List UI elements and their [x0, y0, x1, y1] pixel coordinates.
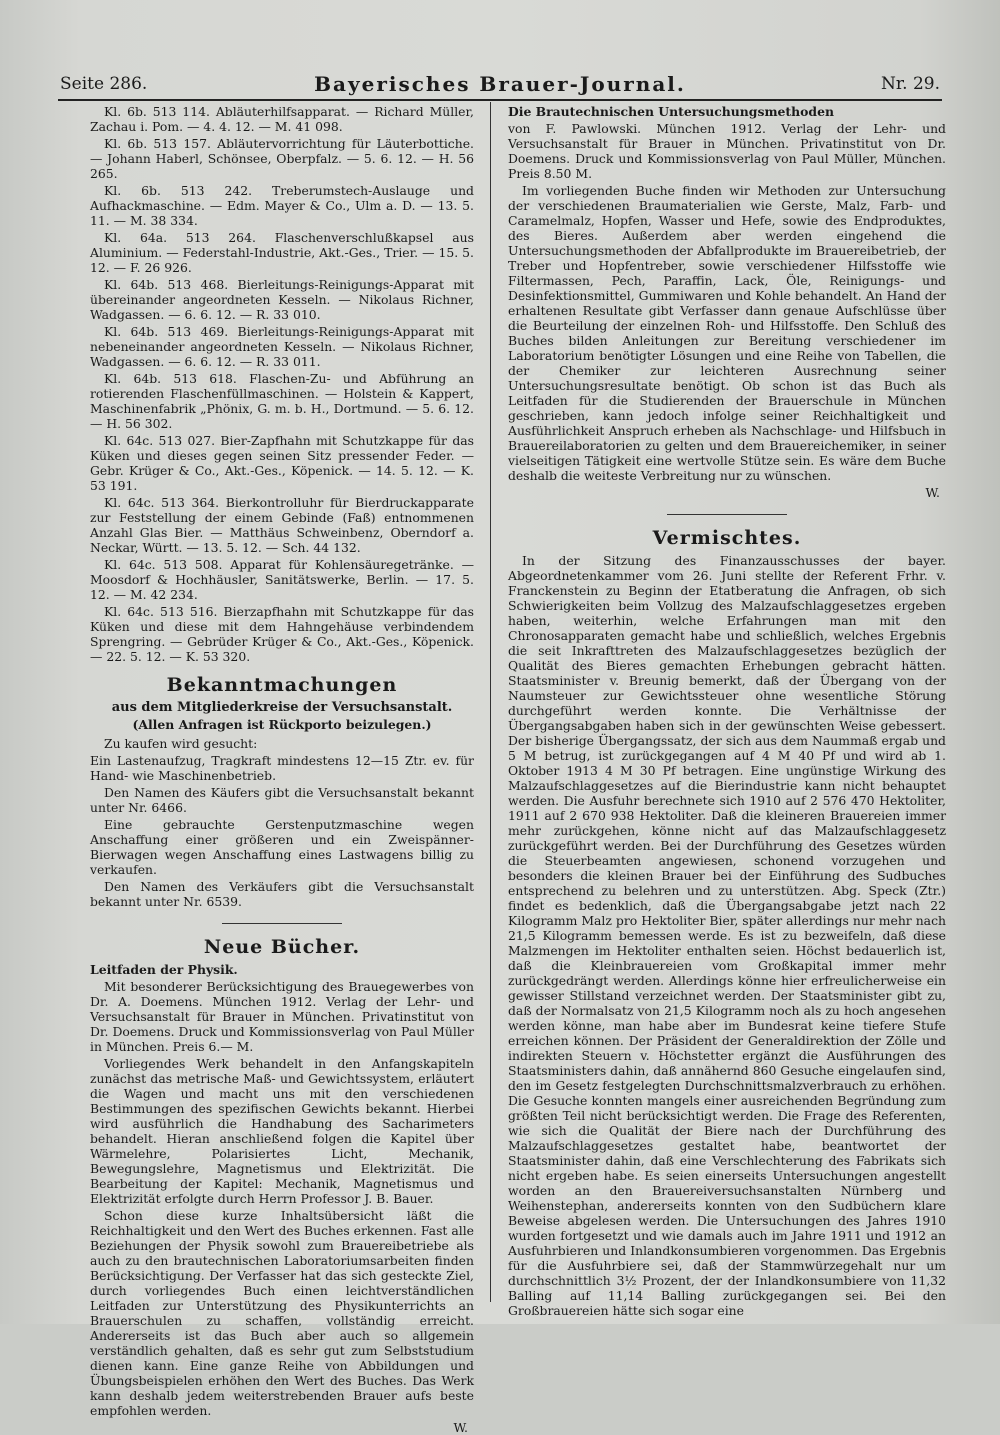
- patent-entry: Kl. 64c. 513 364. Bierkontrolluhr für Bierdruckapparate zur Feststellung der einem Gebinde (Faß) entnommenen Anzahl Glas Bier. — Matthäus Schweinbenz, Oberndorf a. Neckar, Württ. — 13. 5. 12. — Sch. 44 132.: [90, 495, 474, 555]
- patent-entry: Kl. 64c. 513 027. Bier-Zapfhahn mit Schutzkappe für das Küken und dieses gegen seinen Sitz pressender Feder. — Gebr. Krüger & Co., Akt.-Ges., Köpenick. — 14. 5. 12. — K. 53 191.: [90, 433, 474, 493]
- review-title-text: Die Brautechnischen Untersuchungsmethoden: [508, 104, 834, 119]
- patent-entry: Kl. 64c. 513 516. Bierzapfhahn mit Schutzkappe für das Küken und diese mit dem Hahngehäuse verbindendem Sprengring. — Gebrüder Krüger & Co., Akt.-Ges., Köpenick. — 22. 5. 12. — K. 53 320.: [90, 604, 474, 664]
- left-column: [90, 104, 474, 1435]
- misc-heading: Vermischtes.: [652, 527, 802, 549]
- announcements-subheading: aus dem Mitgliederkreise der Versuchsanstalt.: [111, 700, 453, 715]
- patent-entry: Kl. 6b. 513 157. Abläutervorrichtung für Läuterbottiche. — Johann Haberl, Schönsee, Oberpfalz. — 5. 6. 12. — H. 56 265.: [90, 136, 474, 181]
- announcements-heading: Bekanntmachungen: [166, 674, 398, 696]
- book-title-text: Leitfaden der Physik.: [90, 962, 238, 977]
- header-rule: [58, 99, 942, 101]
- column-divider: [490, 102, 491, 1302]
- review-paragraph: von F. Pawlowski. München 1912. Verlag der Lehr- und Versuchsanstalt für Brauer in München. Privatinstitut von Dr. Doemens. Druck und Kommissionsverlag von Paul Müller, München. Preis 8.50 M.: [508, 121, 946, 181]
- announcement-paragraph: Eine gebrauchte Gerstenputzmaschine wegen Anschaffung einer größeren und ein Zweispänner-Bierwagen wegen Anschaffung eines Lastwagens billig zu verkaufen.: [90, 817, 474, 877]
- book-signature: W.: [453, 1420, 468, 1435]
- issue-number: Nr. 29.: [881, 74, 940, 94]
- page-number: Seite 286.: [60, 74, 148, 94]
- books-heading: Neue Bücher.: [203, 936, 361, 958]
- patent-entry: Kl. 64b. 513 468. Bierleitungs-Reinigungs-Apparat mit übereinander angeordneten Kesseln. — Nikolaus Richner, Wadgassen. — 6. 6. 12. — R. 33 010.: [90, 277, 474, 322]
- announcements-note: (Allen Anfragen ist Rückporto beizulegen.): [132, 717, 432, 732]
- book-paragraph: Schon diese kurze Inhaltsübersicht läßt die Reichhaltigkeit und den Wert des Buches erkennen. Fast alle Beziehungen der Physik sowohl zum Brauereibetriebe als auch zu den brautechnischen Laboratoriumsarbeiten finden Berücksichtigung. Der Verfasser hat das sich gesteckte Ziel, durch vorliegendes Buch einen leichtverständlichen Leitfaden zur Unterstützung des Physikunterrichts an Brauerschulen zu schaffen, vollständig erreicht. Andererseits ist das Buch aber auch so allgemein verständlich gehalten, daß es sehr gut zum Selbststudium dienen kann. Eine ganze Reihe von Abbildungen und Übungsbeispielen erhöhen den Wert des Buches. Das Werk kann deshalb jedem weiterstrebenden Brauer aufs beste empfohlen werden.: [90, 1208, 474, 1418]
- review-title: [508, 104, 946, 119]
- patent-entry: Kl. 6b. 513 114. Abläuterhilfsapparat. — Richard Müller, Zachau i. Pom. — 4. 4. 12. — M. 41 098.: [90, 104, 474, 134]
- book-title: [90, 962, 474, 977]
- announcement-paragraph: Zu kaufen wird gesucht:: [104, 736, 258, 751]
- book-paragraph: Mit besonderer Berücksichtigung des Brauegewerbes von Dr. A. Doemens. München 1912. Verlag der Lehr- und Versuchsanstalt für Brauer in München. Privatinstitut von Dr. Doemens. Druck und Kommissionsverlag von Paul Müller in München. Preis 6.— M.: [90, 979, 474, 1054]
- review-paragraph: Im vorliegenden Buche finden wir Methoden zur Untersuchung der verschiedenen Braumaterialien wie Gerste, Malz, Farb- und Caramelmalz, Hopfen, Wasser und Hefe, sowie des Endproduktes, des Bieres. Außerdem aber werden eingehend die Untersuchungsmethoden der Abfallprodukte im Brauereibetrieb, der Treber und Hopfentreber, sowie verschiedener Hilfsstoffe wie Filtermassen, Pech, Paraffin, Lack, Öle, Reinigungs- und Desinfektionsmittel, Gummiwaren und Kohle behandelt. An Hand der erhaltenen Resultate gibt Verfasser dann genaue Aufschlüsse über die Beurteilung der einzelnen Roh- und Hilfsstoffe. Den Schluß des Buches bilden Anleitungen zur Bereitung verschiedener im Laboratorium benötigter Lösungen und eine Reihe von Tabellen, die der Chemiker zur leichteren Ausrechnung seiner Untersuchungsresultate benötigt. Ob schon ist das Buch als Leitfaden für die Studierenden der Brauerschule in München geschrieben, kann jedoch infolge seiner Reichhaltigkeit und Ausführlichkeit Anspruch erheben als Nachschlage- und Hilfsbuch in Brauereilaboratorien zu gelten und dem Brauereichemiker, in seiner vielseitigen Tätigkeit eine wertvolle Stütze sein. Es wäre dem Buche deshalb die weiteste Verbreitung nur zu wünschen.: [508, 183, 946, 483]
- section-rule: [667, 514, 787, 515]
- announcement-paragraph: Den Namen des Käufers gibt die Versuchsanstalt bekannt unter Nr. 6466.: [90, 785, 474, 815]
- review-signature: W.: [925, 485, 940, 500]
- misc-paragraph: In der Sitzung des Finanzausschusses der bayer. Abgeordnetenkammer vom 26. Juni stellte der Referent Frhr. v. Franckenstein zu Beginn der Etatberatung die Anfragen, ob sich Schwierigkeiten beim Vollzug des Malzaufschlaggesetzes ergeben haben, weiterhin, welche Erfahrungen man mit den Chronosapparaten gemacht habe und schließlich, welches Ergebnis die seit Inkrafttreten des Malzaufschlaggesetzes bezüglich der Qualität des Bieres gemachten Erhebungen gebracht hätten. Staatsminister v. Breunig bemerkt, daß der Übergang von der Naumsteuer zur Gewichtssteuer ohne wesentliche Störung durchgeführt werden konnte. Die Verhältnisse der Übergangsabgaben haben sich in der gewünschten Weise gebessert. Der bisherige Übergangssatz, der sich aus dem Naummaß ergab und 5 M betrug, ist zurückgegangen auf 4 M 40 Pf und wird ab 1. Oktober 1913 4 M 30 Pf betragen. Eine ungünstige Wirkung des Malzaufschlaggesetzes auf die Bierindustrie kann nicht behauptet werden. Die Ausfuhr berechnete sich 1910 auf 2 576 470 Hektoliter, 1911 auf 2 670 938 Hektoliter. Daß die kleineren Brauereien immer mehr zurückgehen, könne nicht auf das Malzaufschlaggesetz zurückgeführt werden. Bei der Durchführung des Gesetzes würden die Steuerbeamten angewiesen, schonend vorzugehen und besonders die kleinen Brauer bei der Einführung des Sudbuches entsprechend zu belehren und zu unterstützen. Abg. Speck (Ztr.) findet es bedenklich, daß die Übergangsabgabe jetzt nach 22 Kilogramm Malz pro Hektoliter Bier, später allerdings nur mehr nach 21,5 Kilogramm bemessen werde. Es ist zu bezweifeln, daß diese Malzmengen im Hektoliter enthalten seien. Höchst bedauerlich ist, daß die Kleinbrauereien vom Großkapital immer mehr zurückgedrängt werden. Allerdings könne hier erfreulicherweise ein gewisser Stillstand verzeichnet werden. Der Staatsminister gibt zu, daß der Normalsatz von 21,5 Kilogramm noch als zu hoch angesehen werden könne, man habe aber im Bundesrat keine tiefere Stufe erreichen können. Der Präsident der Generaldirektion der Zölle und indirekten Steuern v. Höchstetter ergänzt die Ausführungen des Staatsministers dahin, daß annähernd 860 Gesuche eingelaufen sind, den im Gesetz festgelegten Durchschnittsmalzverbrauch zu erhöhen. Die Gesuche konnten mangels einer ausreichenden Begründung zum größten Teil nicht berücksichtigt werden. Die Frage des Referenten, wie sich die Qualität der Biere nach der Durchführung des Malzaufschlaggesetzes gestaltet habe, beantwortet der Staatsminister dahin, daß eine Verschlechterung des Fabrikats sich nicht ergeben habe. Es seien einerseits Untersuchungen angestellt worden an den Brauereiversuchsanstalten Nürnberg und Weihenstephan, andererseits konnten von den Sudbüchern klare Beweise abgelesen werden. Die Untersuchungen des Jahres 1910 wurden fortgesetzt und wie damals auch im Jahre 1911 und 1912 an Ausfuhrbieren und Inlandkonsumbieren vorgenommen. Das Ergebnis für die Ausfuhrbiere sei, daß der Stammwürzegehalt nur um durchschnittlich 3½ Prozent, der der Inlandkonsumbiere von 11,32 Balling auf 11,14 Balling zurückgegangen sei. Bei den Großbrauereien hätte sich sogar eine: [508, 553, 946, 1318]
- announcement-paragraph: Den Namen des Verkäufers gibt die Versuchsanstalt bekannt unter Nr. 6539.: [90, 879, 474, 909]
- patent-entry: Kl. 64b. 513 618. Flaschen-Zu- und Abführung an rotierenden Flaschenfüllmaschinen. — Holstein & Kappert, Maschinenfabrik „Phönix, G. m. b. H., Dortmund. — 5. 6. 12. — H. 56 302.: [90, 371, 474, 431]
- journal-title: Bayerisches Brauer-Journal.: [314, 72, 686, 96]
- right-column: [508, 104, 946, 1320]
- book-paragraph: Vorliegendes Werk behandelt in den Anfangskapiteln zunächst das metrische Maß- und Gewichtssystem, erläutert die Wagen und macht uns mit den verschiedenen Bestimmungen des spezifischen Gewichts bekannt. Hierbei wird ausführlich die Handhabung des Sacharimeters behandelt. Hieran anschließend folgen die Kapitel über Wärmelehre, Polarisiertes Licht, Mechanik, Bewegungslehre, Magnetismus und Elektrizität. Die Bearbeitung der Kapitel: Mechanik, Magnetismus und Elektrizität erfolgte durch Herrn Professor J. B. Bauer.: [90, 1056, 474, 1206]
- announcement-paragraph: Ein Lastenaufzug, Tragkraft mindestens 12—15 Ztr. ev. für Hand- wie Maschinenbetrieb.: [90, 753, 474, 783]
- patent-list: [90, 104, 474, 664]
- section-rule: [222, 923, 342, 924]
- patent-entry: Kl. 64c. 513 508. Apparat für Kohlensäuregetränke. — Moosdorf & Hochhäusler, Sanitätswerke, Berlin. — 17. 5. 12. — M. 42 234.: [90, 557, 474, 602]
- patent-entry: Kl. 64b. 513 469. Bierleitungs-Reinigungs-Apparat mit nebeneinander angeordneten Kesseln. — Nikolaus Richner, Wadgassen. — 6. 6. 12. — R. 33 011.: [90, 324, 474, 369]
- patent-entry: Kl. 64a. 513 264. Flaschenverschlußkapsel aus Aluminium. — Federstahl-Industrie, Akt.-Ges., Trier. — 15. 5. 12. — F. 26 926.: [90, 230, 474, 275]
- page-header: [60, 70, 940, 98]
- patent-entry: Kl. 6b. 513 242. Treberumstech-Auslauge und Aufhackmaschine. — Edm. Mayer & Co., Ulm a. D. — 13. 5. 11. — M. 38 334.: [90, 183, 474, 228]
